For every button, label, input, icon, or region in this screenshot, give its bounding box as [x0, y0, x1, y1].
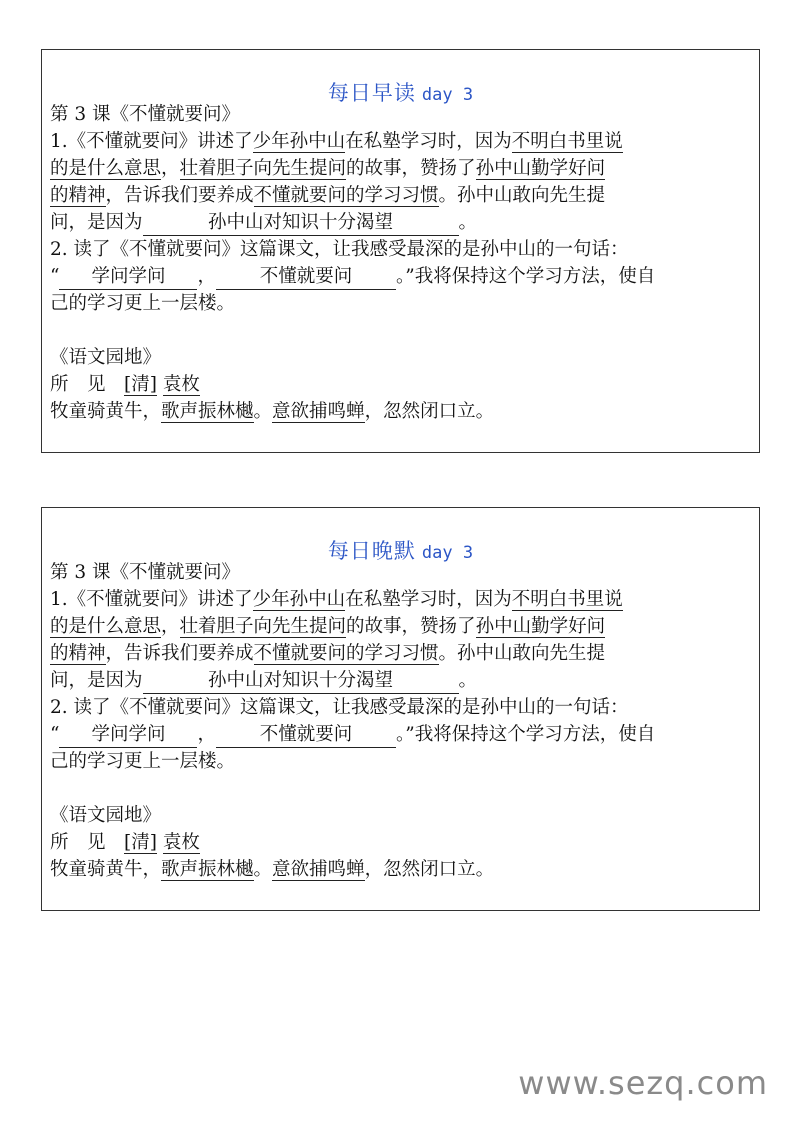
text: “ — [50, 724, 60, 745]
underlined-answer: 的精神 — [50, 643, 106, 664]
text: ，忽然闭口立。 — [364, 401, 495, 422]
question-number: 2. — [50, 697, 68, 718]
poem-title-line — [50, 829, 755, 856]
text: ，告诉我们要养成 — [105, 643, 254, 664]
underlined-answer: 壮着胆子向先生提问 — [179, 158, 347, 179]
question-number: 1. — [50, 131, 68, 152]
text: 。”我将保持这个学习方法，使自 — [395, 266, 656, 287]
garden-heading-text: 《语文园地》 — [50, 805, 162, 826]
text: ，告诉我们要养成 — [105, 185, 254, 206]
garden-heading — [50, 344, 755, 371]
text: 己的学习更上一层楼。 — [50, 751, 236, 772]
garden-heading-text: 《语文园地》 — [50, 347, 162, 368]
lesson-heading — [50, 101, 755, 128]
text: ， — [197, 724, 216, 745]
underlined-answer: 歌声振林樾 — [161, 859, 254, 880]
underlined-answer: 少年孙中山 — [252, 589, 346, 610]
text: ， — [161, 616, 180, 637]
text: 的故事，赞扬了 — [346, 616, 476, 637]
lesson-heading-text: 第 3 课《不懂就要问》 — [50, 562, 241, 583]
underlined-answer: 的是什么意思 — [50, 616, 162, 637]
watermark: www.sezq.com — [518, 1064, 768, 1102]
question-1-line-2 — [50, 155, 755, 182]
underlined-answer: 不明白书里说 — [511, 131, 623, 152]
question-1-line-3 — [50, 640, 755, 667]
underlined-answer: 不懂就要问的学习习惯 — [253, 643, 439, 664]
poem-line — [50, 856, 755, 883]
text: ， — [197, 266, 216, 287]
question-2-line-3 — [50, 748, 755, 775]
text: 《不懂就要问》讲述了 — [67, 131, 253, 152]
poem-author: 袁枚 — [162, 374, 200, 395]
question-2-line-2 — [50, 721, 755, 748]
question-1-line-4 — [50, 667, 755, 694]
question-1-line-4 — [50, 209, 755, 236]
card-title-text: 每日晚默 — [327, 539, 416, 563]
fill-blank-answer: 不懂就要问 — [216, 265, 396, 290]
text: 。 — [458, 212, 478, 233]
underlined-answer: 歌声振林樾 — [161, 401, 254, 422]
text: 己的学习更上一层楼。 — [50, 293, 236, 314]
text: ， — [161, 158, 180, 179]
underlined-answer: 壮着胆子向先生提问 — [179, 616, 347, 637]
text: 。 — [253, 859, 273, 880]
poem-dynasty: [清] — [124, 374, 157, 395]
underlined-answer: 意欲捕鸣蝉 — [272, 859, 365, 880]
underlined-answer: 少年孙中山 — [252, 131, 346, 152]
question-2-line-1 — [50, 236, 755, 263]
fill-blank-answer: 孙中山对知识十分渴望 — [143, 669, 459, 694]
question-1-line-1 — [50, 128, 755, 155]
question-number: 2. — [50, 239, 68, 260]
underlined-answer: 意欲捕鸣蝉 — [272, 401, 365, 422]
poem-title: 所 见 — [50, 832, 125, 853]
text: 。”我将保持这个学习方法，使自 — [395, 724, 656, 745]
question-2-line-1 — [50, 694, 755, 721]
question-1-line-1 — [50, 586, 755, 613]
text: 问，是因为 — [50, 670, 143, 691]
text: 读了《不懂就要问》这篇课文，让我感受最深的是孙中山的一句话： — [73, 697, 629, 718]
text: 《不懂就要问》讲述了 — [67, 589, 253, 610]
text: 。 — [253, 401, 273, 422]
morning-reading-card — [41, 49, 760, 453]
underlined-answer: 的精神 — [50, 185, 106, 206]
question-1-line-2 — [50, 613, 755, 640]
poem-title-line — [50, 371, 755, 398]
poem-dynasty: [清] — [124, 832, 157, 853]
question-2-line-3 — [50, 290, 755, 317]
underlined-answer: 孙中山勤学好问 — [475, 158, 606, 179]
question-2-line-2 — [50, 263, 755, 290]
card-content — [50, 559, 755, 883]
text: 牧童骑黄牛， — [50, 859, 162, 880]
fill-blank-answer: 不懂就要问 — [216, 723, 396, 748]
text: 。孙中山敢向先生提 — [438, 185, 606, 206]
question-number: 1. — [50, 589, 68, 610]
poem-title: 所 见 — [50, 374, 125, 395]
garden-heading — [50, 802, 755, 829]
lesson-heading-text: 第 3 课《不懂就要问》 — [50, 104, 241, 125]
text: 在私塾学习时，因为 — [345, 131, 512, 152]
card-content — [50, 101, 755, 425]
spacer — [50, 317, 755, 344]
fill-blank-answer: 学问学问 — [59, 723, 197, 748]
text: 在私塾学习时，因为 — [345, 589, 512, 610]
text: “ — [50, 266, 60, 287]
poem-author: 袁枚 — [162, 832, 200, 853]
underlined-answer: 不明白书里说 — [511, 589, 623, 610]
text: 牧童骑黄牛， — [50, 401, 162, 422]
lesson-heading — [50, 559, 755, 586]
spacer — [50, 775, 755, 802]
day-label: day 3 — [421, 543, 474, 563]
underlined-answer: 不懂就要问的学习习惯 — [253, 185, 439, 206]
text: 。孙中山敢向先生提 — [438, 643, 606, 664]
day-label: day 3 — [421, 85, 474, 105]
poem-line — [50, 398, 755, 425]
text: ，忽然闭口立。 — [364, 859, 495, 880]
question-1-line-3 — [50, 182, 755, 209]
text: 的故事，赞扬了 — [346, 158, 476, 179]
text: 问，是因为 — [50, 212, 143, 233]
text: 。 — [458, 670, 478, 691]
fill-blank-answer: 学问学问 — [59, 265, 197, 290]
fill-blank-answer: 孙中山对知识十分渴望 — [143, 211, 459, 236]
text: 读了《不懂就要问》这篇课文，让我感受最深的是孙中山的一句话： — [73, 239, 629, 260]
evening-dictation-card — [41, 507, 760, 911]
underlined-answer: 孙中山勤学好问 — [475, 616, 606, 637]
card-title-text: 每日早读 — [327, 81, 416, 105]
underlined-answer: 的是什么意思 — [50, 158, 162, 179]
